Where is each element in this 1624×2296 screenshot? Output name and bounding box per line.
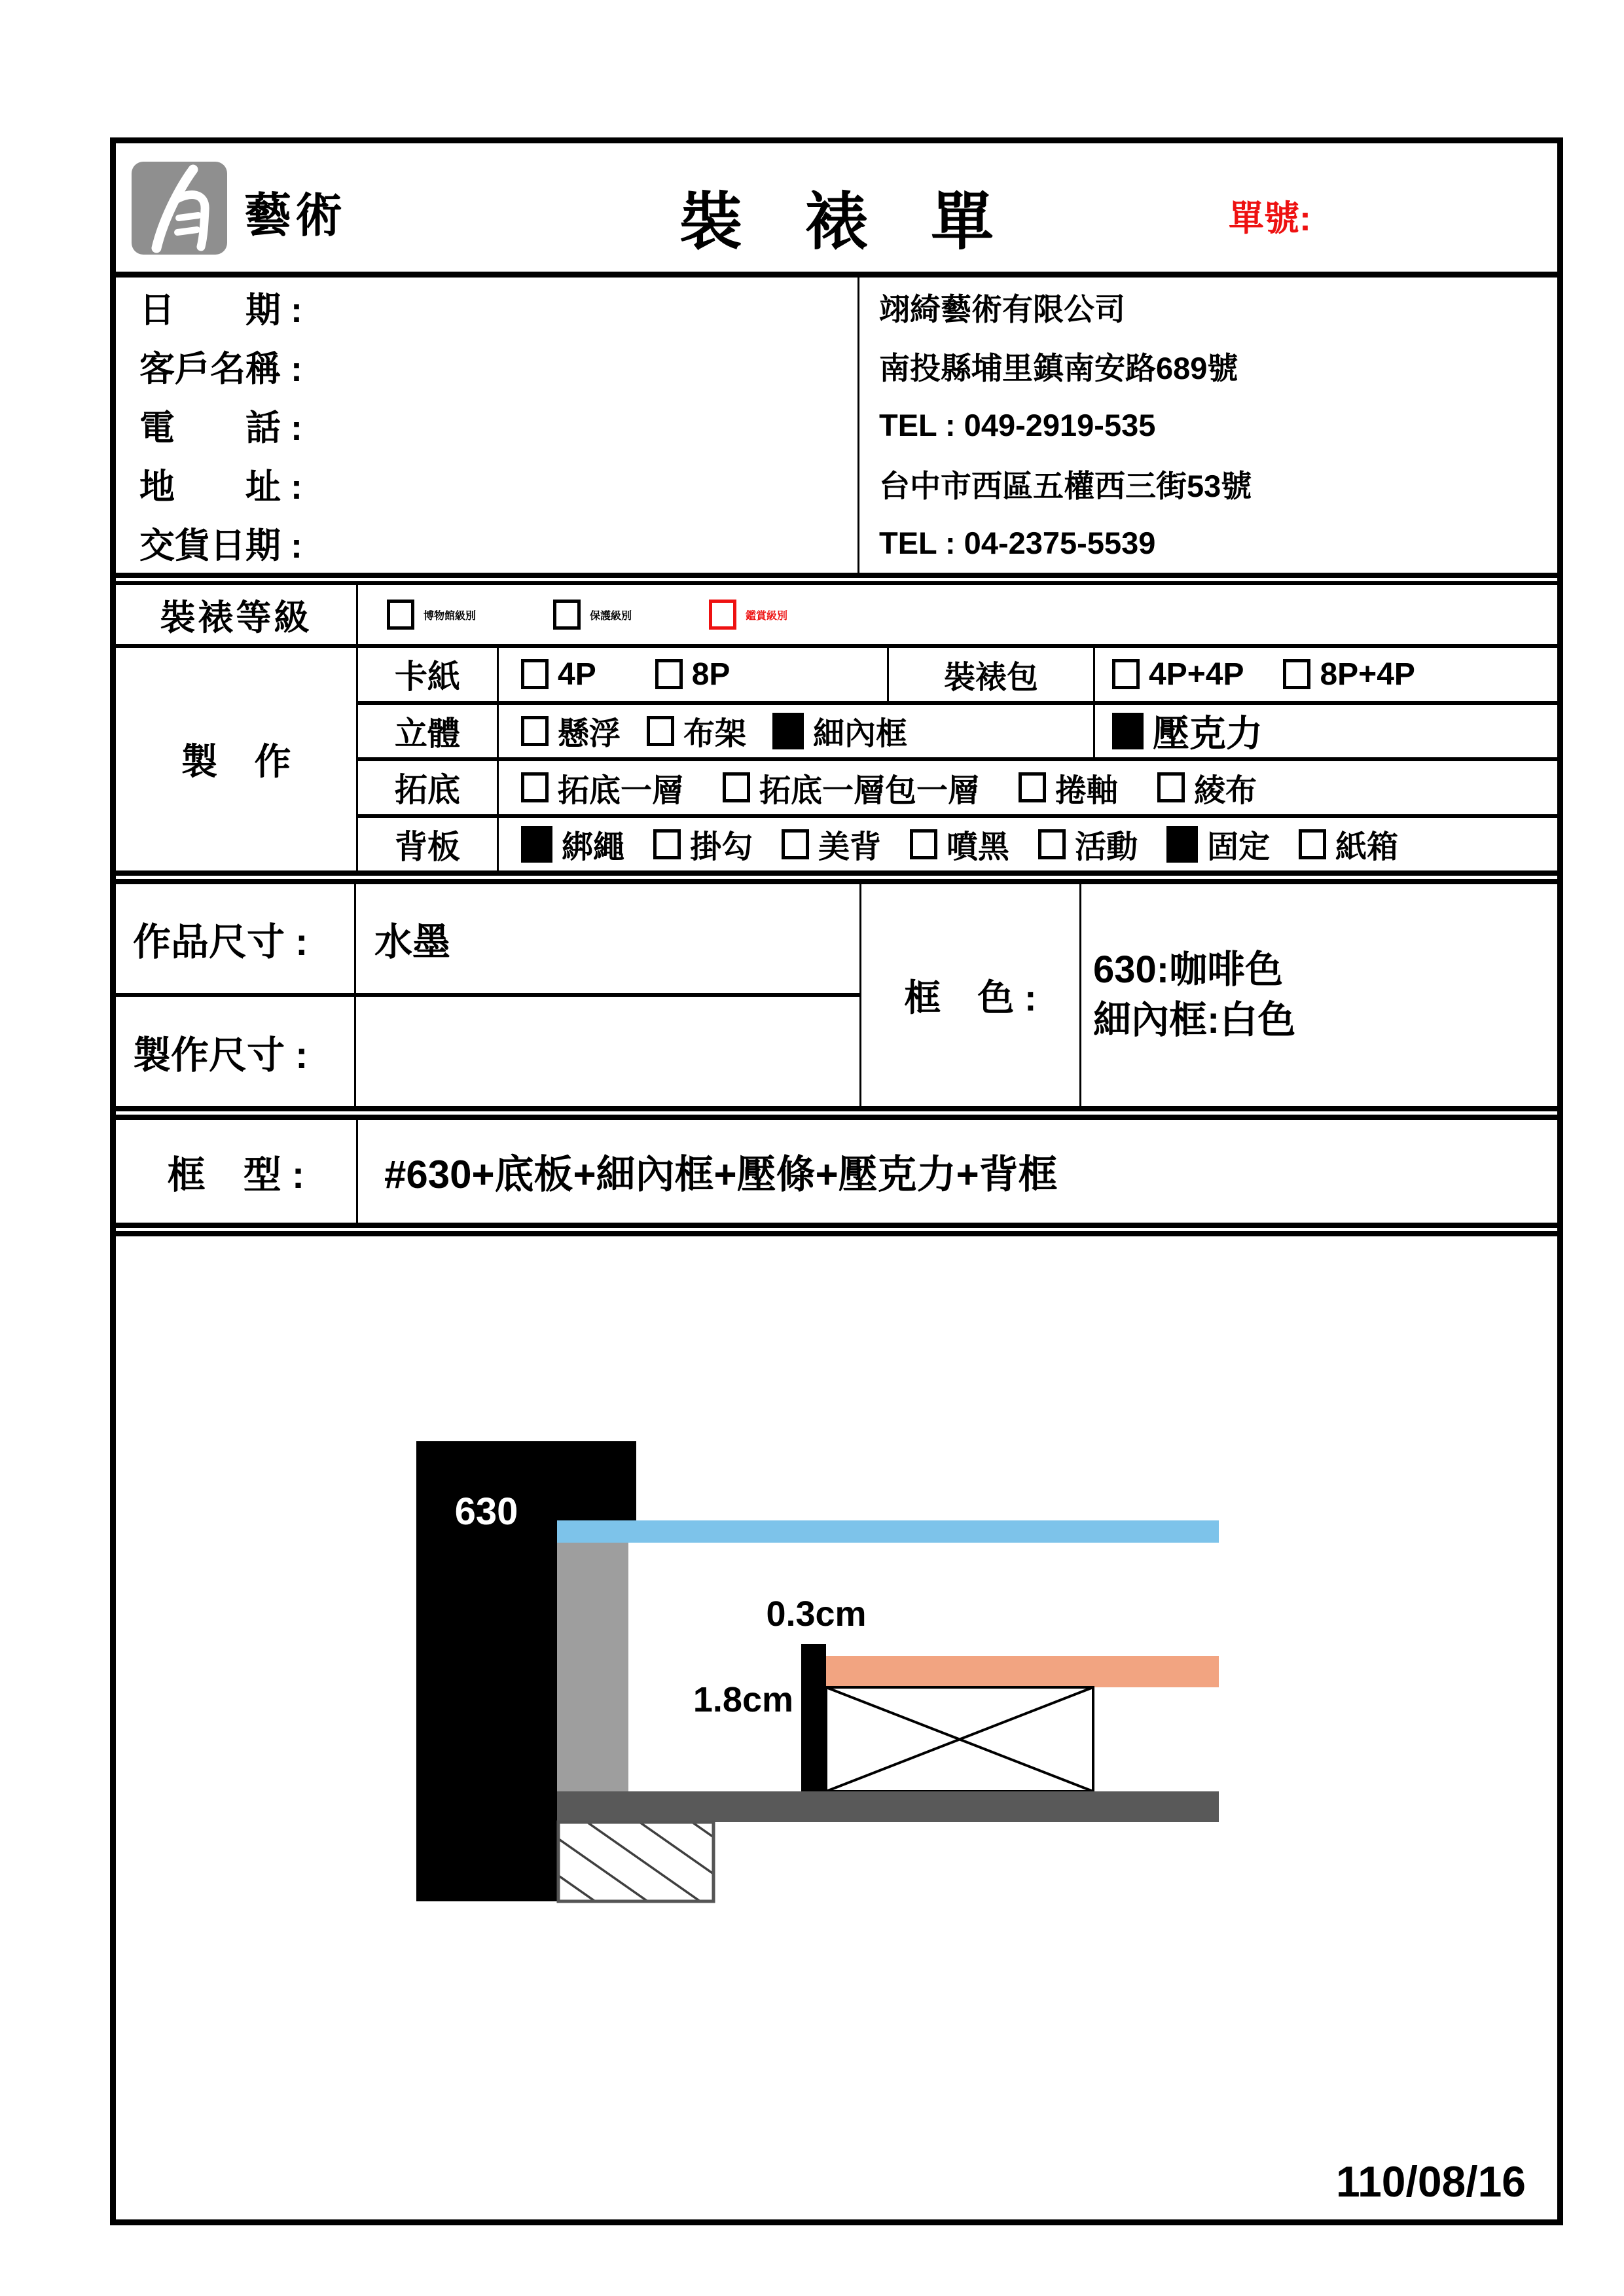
customer-name-label: 客戶名稱 : bbox=[139, 349, 302, 389]
option-label: 捲軸 bbox=[1055, 773, 1119, 808]
address-label: 地 址 : bbox=[139, 467, 302, 507]
customer-name-field[interactable] bbox=[116, 336, 857, 395]
frame-type-section bbox=[116, 1120, 1557, 1223]
option-label: 壓克力 bbox=[1153, 712, 1263, 754]
option-floating[interactable] bbox=[521, 708, 621, 753]
frame-color-value[interactable] bbox=[1081, 884, 1557, 1106]
checkbox-checked-icon[interactable] bbox=[772, 713, 804, 749]
card-mat-label: 卡紙 bbox=[358, 648, 499, 701]
option-label: 綾布 bbox=[1194, 773, 1257, 808]
pack-label: 裝裱包 bbox=[889, 648, 1095, 701]
checkbox-icon[interactable] bbox=[910, 829, 937, 859]
section-divider bbox=[116, 1223, 1557, 1228]
company-info bbox=[859, 278, 1557, 573]
acrylic-cell bbox=[1095, 705, 1557, 758]
order-form bbox=[110, 137, 1563, 2225]
grade-section bbox=[116, 585, 1557, 648]
make-rows bbox=[358, 648, 1557, 870]
frame-cross-section-diagram bbox=[116, 1236, 1557, 2219]
option-label: 細內框 bbox=[813, 717, 908, 752]
option-appreciation-grade[interactable] bbox=[709, 600, 787, 630]
section-divider bbox=[116, 1231, 1557, 1236]
backing-options bbox=[499, 761, 1557, 814]
option-scroll[interactable] bbox=[1019, 765, 1118, 810]
checkbox-icon[interactable] bbox=[521, 716, 549, 746]
delivery-date-field[interactable] bbox=[116, 514, 857, 573]
option-movable[interactable] bbox=[1038, 821, 1138, 867]
option-backing-one-layer-wrapped[interactable] bbox=[723, 765, 979, 810]
form-header bbox=[116, 143, 1557, 278]
checkbox-icon[interactable] bbox=[521, 772, 549, 802]
liner-strip bbox=[557, 1543, 628, 1791]
grade-options bbox=[358, 585, 1557, 644]
option-cloth-frame[interactable] bbox=[647, 708, 746, 753]
option-museum-grade[interactable] bbox=[387, 600, 476, 630]
checkbox-icon[interactable] bbox=[553, 600, 581, 630]
option-4p-plus-4p[interactable] bbox=[1112, 656, 1244, 692]
backboard-options bbox=[499, 818, 1557, 871]
inner-frame-crossed-box bbox=[826, 1687, 1093, 1791]
section-divider bbox=[116, 573, 1557, 578]
make-section-label: 製 作 bbox=[116, 648, 358, 870]
date-label: 日 期 : bbox=[139, 290, 302, 330]
option-label: 8P+4P bbox=[1320, 656, 1415, 692]
checkbox-icon[interactable] bbox=[782, 829, 809, 859]
frame-color-label: 框 色 : bbox=[861, 884, 1081, 1106]
option-8p-plus-4p[interactable] bbox=[1283, 656, 1415, 692]
form-date: 110/08/16 bbox=[1336, 2157, 1526, 2206]
checkbox-icon[interactable] bbox=[521, 659, 549, 689]
option-nice-back[interactable] bbox=[782, 821, 881, 867]
backing-row bbox=[358, 761, 1557, 818]
frame-color-line-1: 630:咖啡色 bbox=[1093, 948, 1284, 991]
sizes-section bbox=[116, 884, 1557, 1106]
option-thin-inner-frame[interactable] bbox=[772, 708, 907, 753]
checkbox-icon[interactable] bbox=[653, 829, 681, 859]
checkbox-icon[interactable] bbox=[709, 600, 736, 630]
option-4p[interactable] bbox=[521, 656, 596, 692]
logo-text: 藝術 bbox=[244, 190, 347, 242]
checkbox-icon[interactable] bbox=[387, 600, 414, 630]
option-label: 懸浮 bbox=[558, 717, 621, 752]
company-address-2: 台中市西區五權西三街53號 bbox=[879, 469, 1252, 504]
section-divider bbox=[116, 879, 1557, 884]
solid-row bbox=[358, 705, 1557, 762]
option-silk[interactable] bbox=[1157, 765, 1257, 810]
section-divider bbox=[116, 1115, 1557, 1120]
backboard-row bbox=[358, 818, 1557, 871]
company-address-1: 南投縣埔里鎮南安路689號 bbox=[879, 350, 1238, 386]
option-label: 布架 bbox=[683, 717, 747, 752]
moulding-number-label: 630 bbox=[454, 1490, 518, 1533]
option-label: 綁繩 bbox=[562, 830, 625, 865]
customer-section bbox=[116, 278, 1557, 573]
option-acrylic[interactable] bbox=[1112, 705, 1263, 757]
make-section bbox=[116, 648, 1557, 870]
backboard-bar bbox=[557, 1791, 1219, 1822]
checkbox-icon[interactable] bbox=[1299, 829, 1326, 859]
option-label: 8P bbox=[691, 656, 731, 692]
artwork-size-row bbox=[116, 884, 859, 997]
checkbox-icon[interactable] bbox=[1283, 659, 1310, 689]
checkbox-icon[interactable] bbox=[723, 772, 750, 802]
option-protection-grade[interactable] bbox=[553, 600, 632, 630]
gap-dimension-label: 0.3cm bbox=[766, 1594, 867, 1634]
artwork-size-value[interactable]: 水墨 bbox=[374, 921, 451, 963]
spacer-bar bbox=[801, 1644, 826, 1791]
option-label: 鑑賞級別 bbox=[746, 610, 788, 622]
option-spray-black[interactable] bbox=[910, 821, 1009, 867]
artwork-size-label: 作品尺寸 : bbox=[116, 884, 356, 993]
option-label: 拓底一層 bbox=[558, 773, 684, 808]
checkbox-icon[interactable] bbox=[1038, 829, 1066, 859]
option-label: 紙箱 bbox=[1335, 830, 1399, 865]
production-size-value[interactable] bbox=[356, 997, 859, 1106]
sizes-left bbox=[116, 884, 861, 1106]
order-number-label: 單號: bbox=[1229, 199, 1311, 238]
section-divider bbox=[116, 870, 1557, 876]
solid-options bbox=[499, 705, 1095, 758]
pack-options bbox=[1095, 648, 1557, 701]
company-tel-1: TEL : 049-2919-535 bbox=[879, 408, 1156, 442]
option-label: 4P bbox=[558, 656, 596, 692]
back-frame-hatched-block bbox=[558, 1822, 713, 1901]
option-carton[interactable] bbox=[1299, 821, 1398, 867]
option-label: 保護級別 bbox=[590, 610, 632, 622]
frame-color-line-2: 細內框:白色 bbox=[1093, 998, 1296, 1041]
checkbox-checked-icon[interactable] bbox=[1112, 713, 1144, 749]
option-label: 活動 bbox=[1075, 830, 1138, 865]
solid-label: 立體 bbox=[358, 705, 499, 758]
checkbox-checked-icon[interactable] bbox=[1166, 826, 1198, 863]
checkbox-icon[interactable] bbox=[1112, 659, 1140, 689]
option-fixed[interactable] bbox=[1166, 821, 1270, 867]
acrylic-bar bbox=[557, 1520, 1219, 1543]
address-field[interactable] bbox=[116, 455, 857, 514]
option-label: 拓底一層包一層 bbox=[759, 773, 980, 808]
checkbox-checked-icon[interactable] bbox=[521, 826, 552, 863]
option-label: 噴黑 bbox=[947, 830, 1010, 865]
option-backing-one-layer[interactable] bbox=[521, 765, 683, 810]
backing-label: 拓底 bbox=[358, 761, 499, 814]
date-field[interactable] bbox=[116, 278, 857, 336]
backboard-label: 背板 bbox=[358, 818, 499, 871]
option-label: 博物館級別 bbox=[424, 610, 477, 622]
production-size-row bbox=[116, 997, 859, 1106]
form-title: 裝 裱 單 bbox=[679, 187, 994, 257]
company-name: 翊綺藝術有限公司 bbox=[879, 291, 1125, 327]
checkbox-icon[interactable] bbox=[655, 659, 683, 689]
checkbox-icon[interactable] bbox=[1019, 772, 1046, 802]
frame-type-label: 框 型 : bbox=[116, 1120, 358, 1223]
checkbox-icon[interactable] bbox=[647, 716, 674, 746]
company-tel-2: TEL : 04-2375-5539 bbox=[879, 526, 1156, 561]
depth-dimension-label: 1.8cm bbox=[693, 1680, 793, 1719]
phone-label: 電 話 : bbox=[139, 408, 302, 448]
moulding-lip-shape bbox=[557, 1441, 636, 1520]
frame-type-value[interactable]: #630+底板+細內框+壓條+壓克力+背框 bbox=[384, 1152, 1058, 1196]
customer-fields bbox=[116, 278, 859, 573]
checkbox-icon[interactable] bbox=[1157, 772, 1185, 802]
delivery-date-label: 交貨日期 : bbox=[139, 526, 302, 566]
card-mat-options bbox=[499, 648, 889, 701]
option-label: 美背 bbox=[818, 830, 882, 865]
option-label: 掛勾 bbox=[690, 830, 753, 865]
strainer-bar bbox=[826, 1656, 1219, 1687]
phone-field[interactable] bbox=[116, 395, 857, 454]
section-divider bbox=[116, 1106, 1557, 1111]
option-8p[interactable] bbox=[655, 656, 731, 692]
card-mat-row bbox=[358, 648, 1557, 705]
grade-label: 裝裱等級 bbox=[116, 585, 358, 644]
option-label: 固定 bbox=[1207, 830, 1271, 865]
option-tie-rope[interactable] bbox=[521, 821, 624, 867]
option-label: 4P+4P bbox=[1149, 656, 1244, 692]
production-size-label: 製作尺寸 : bbox=[116, 997, 356, 1106]
option-hook[interactable] bbox=[653, 821, 753, 867]
